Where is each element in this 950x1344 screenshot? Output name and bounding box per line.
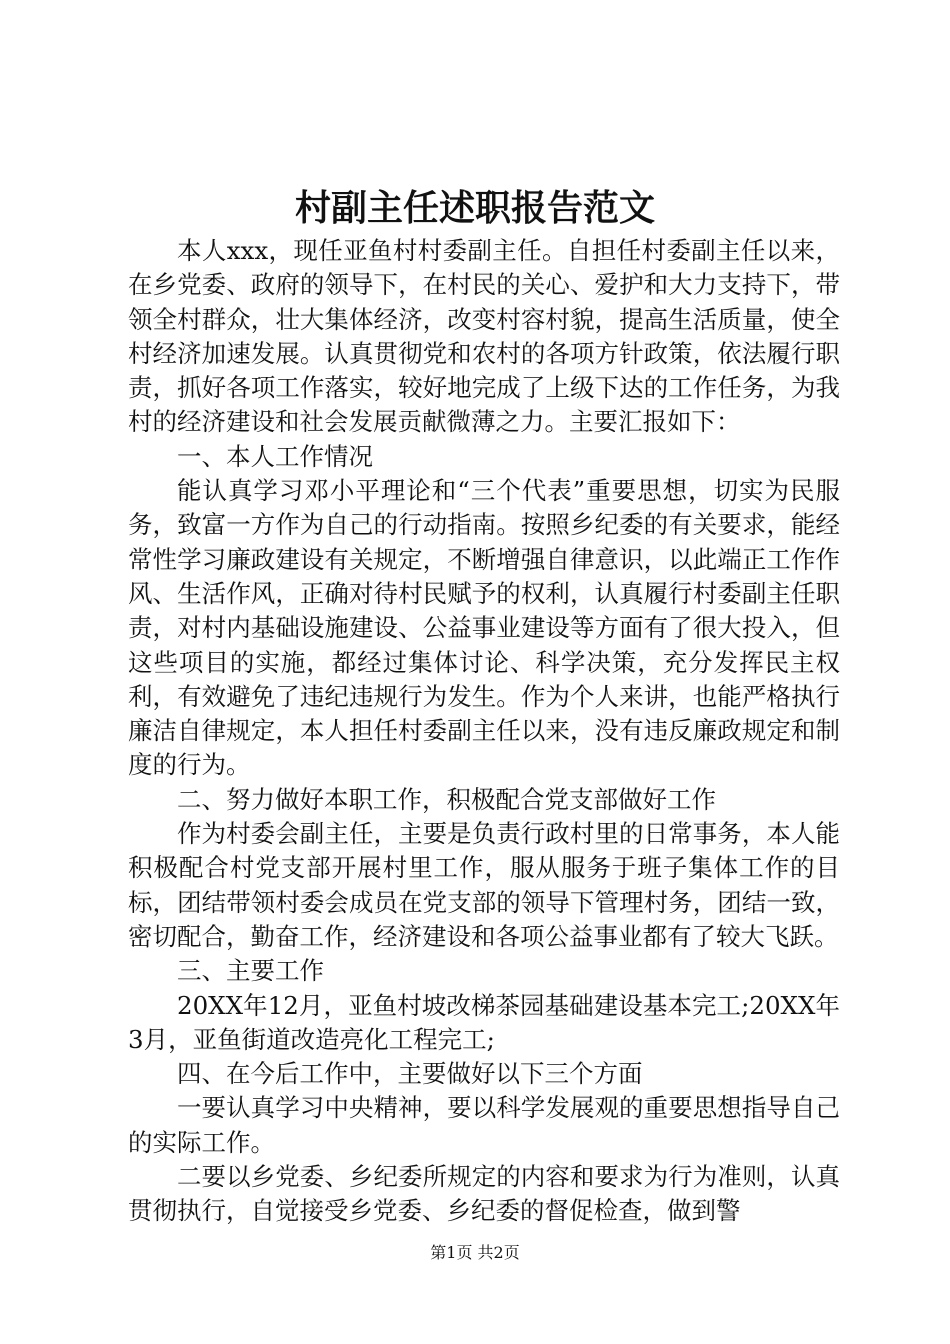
paragraph-section-2: 作为村委会副主任，主要是负责行政村里的日常事务，本人能积极配合村党支部开展村里工作，服从服务于班子集体工作的目标，团结带领村委会成员在党支部的领导下管理村务，团结一致，密切配合，勤奋工作，经济建设和各项公益事业都有了较大飞跃。	[128, 819, 840, 951]
section-heading-3: 三、主要工作	[177, 956, 324, 986]
paragraph-section-3: 20XX年12月，亚鱼村坡改梯茶园基础建设基本完工;20XX年3月，亚鱼街道改造亮化工程完工;	[128, 990, 840, 1054]
paragraph-point-2: 二要以乡党委、乡纪委所规定的内容和要求为行为准则，认真贯彻执行，自觉接受乡党委、乡纪委的督促检查，做到警	[128, 1162, 840, 1226]
document-title: 村副主任述职报告范文	[294, 187, 655, 229]
document-body	[128, 234, 840, 1229]
page-footer: 第1页 共2页	[430, 1243, 520, 1262]
section-heading-1: 一、本人工作情况	[177, 441, 373, 471]
section-heading-2: 二、努力做好本职工作，积极配合党支部做好工作	[177, 784, 716, 814]
paragraph-section-1: 能认真学习邓小平理论和“三个代表”重要思想，切实为民服务，致富一方作为自己的行动指南。按照乡纪委的有关要求，能经常性学习廉政建设有关规定，不断增强自律意识，以此端正工作作风、生活作风，正确对待村民赋予的权利，认真履行村委副主任职责，对村内基础设施建设、公益事业建设等方面有了很大投入，但这些项目的实施，都经过集体讨论、科学决策，充分发挥民主权利，有效避免了违纪违规行为发生。作为个人来讲，也能严格执行廉洁自律规定，本人担任村委副主任以来，没有违反廉政规定和制度的行为。	[128, 476, 840, 780]
section-heading-4: 四、在今后工作中，主要做好以下三个方面	[177, 1059, 643, 1089]
paragraph-point-1: 一要认真学习中央精神，要以科学发展观的重要思想指导自己的实际工作。	[128, 1093, 840, 1157]
paragraph-intro: 本人xxx，现任亚鱼村村委副主任。自担任村委副主任以来，在乡党委、政府的领导下，在村民的关心、爱护和大力支持下，带领全村群众，壮大集体经济，改变村容村貌，提高生活质量，使全村经济加速发展。认真贯彻党和农村的各项方针政策，依法履行职责，抓好各项工作落实，较好地完成了上级下达的工作任务，为我村的经济建设和社会发展贡献微薄之力。主要汇报如下：	[128, 236, 840, 437]
